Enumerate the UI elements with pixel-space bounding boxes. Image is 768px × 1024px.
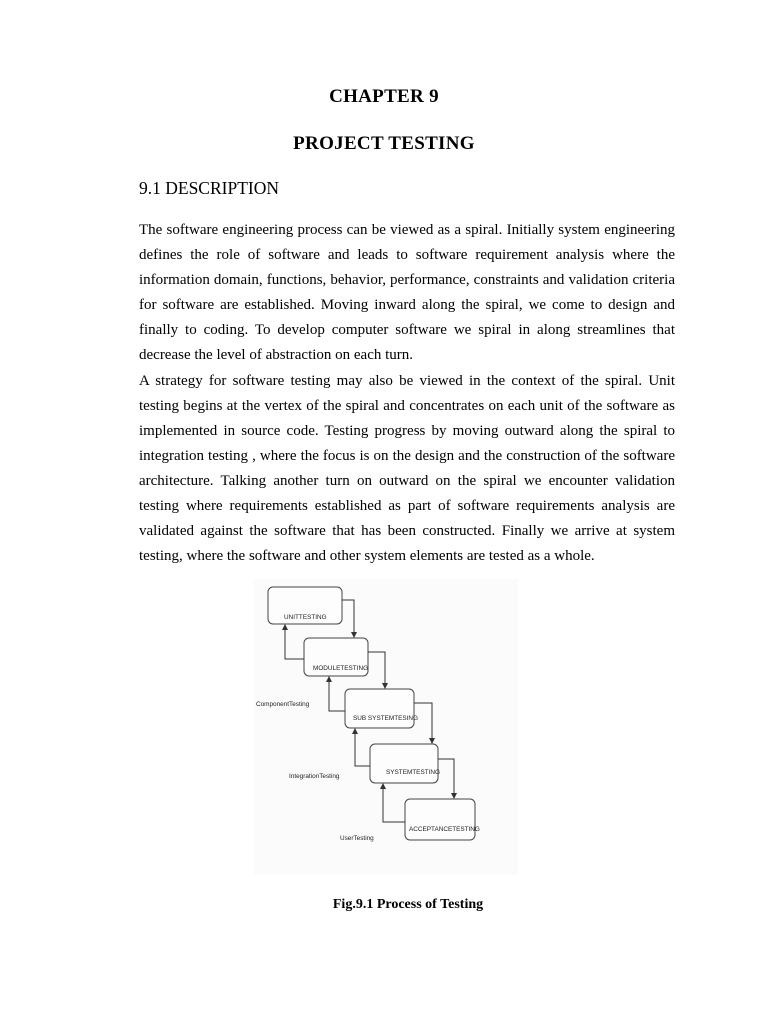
feedback-subsystem-to-module (329, 677, 345, 711)
testing-flow-diagram (254, 579, 518, 875)
body-text (139, 218, 675, 569)
user-testing-label: UserTesting (340, 835, 374, 842)
feedback-system-to-subsystem (355, 729, 370, 766)
paragraph-1: The software engineering process can be viewed as a spiral. Initially system engineering defines the role of software and leads to software requirement analysis where the information domain, functions, behavior, performance, constraints and validation criteria for software are established. Moving inward along the spiral, we come to design and finally to coding. To develop computer software we spiral in along streamlines that decrease the level of abstraction on each turn. (139, 222, 675, 364)
paragraph-2: A strategy for software testing may also be viewed in the context of the spiral. Unit testing begins at the vertex of the spiral and concentrates on each unit of the software as implemented in source code. Testing progress by moving outward along the spiral to integration testing , where the focus is on the design and the construction of the software architecture. Talking another turn on outward on the spiral we encounter validation testing where requirements established as part of software requirements analysis are validated against the software that has been constructed. Finally we arrive at system testing, where the software and other system elements are tested as a whole. (139, 372, 675, 565)
component-testing-label: ComponentTesting (256, 701, 310, 708)
figure-caption: Fig.9.1 Process of Testing (332, 897, 484, 912)
feedback-module-to-unit (285, 625, 304, 659)
testing-process-figure (254, 579, 518, 875)
feedback-acceptance-to-system (383, 784, 405, 822)
chapter-title: PROJECT TESTING (293, 133, 475, 154)
integration-testing-label: IntegrationTesting (289, 773, 340, 780)
arrow-subsystem-to-system (414, 703, 432, 743)
subsystem-testing-label: SUB SYSTEMTESING (353, 715, 418, 722)
acceptance-testing-box (405, 799, 475, 840)
system-testing-label: SYSTEMTESTING (386, 769, 440, 776)
acceptance-testing-label: ACCEPTANCETESTING (409, 826, 480, 833)
arrow-system-to-acceptance (438, 759, 454, 798)
section-heading: 9.1 DESCRIPTION (139, 178, 280, 198)
system-testing-box (370, 744, 438, 783)
arrow-unit-to-module (342, 600, 354, 637)
arrow-module-to-subsystem (368, 652, 385, 688)
chapter-number: CHAPTER 9 (329, 86, 439, 107)
unit-testing-label: UNITTESTING (284, 614, 327, 621)
module-testing-label: MODULETESTING (313, 665, 369, 672)
subsystem-testing-box (345, 689, 414, 728)
